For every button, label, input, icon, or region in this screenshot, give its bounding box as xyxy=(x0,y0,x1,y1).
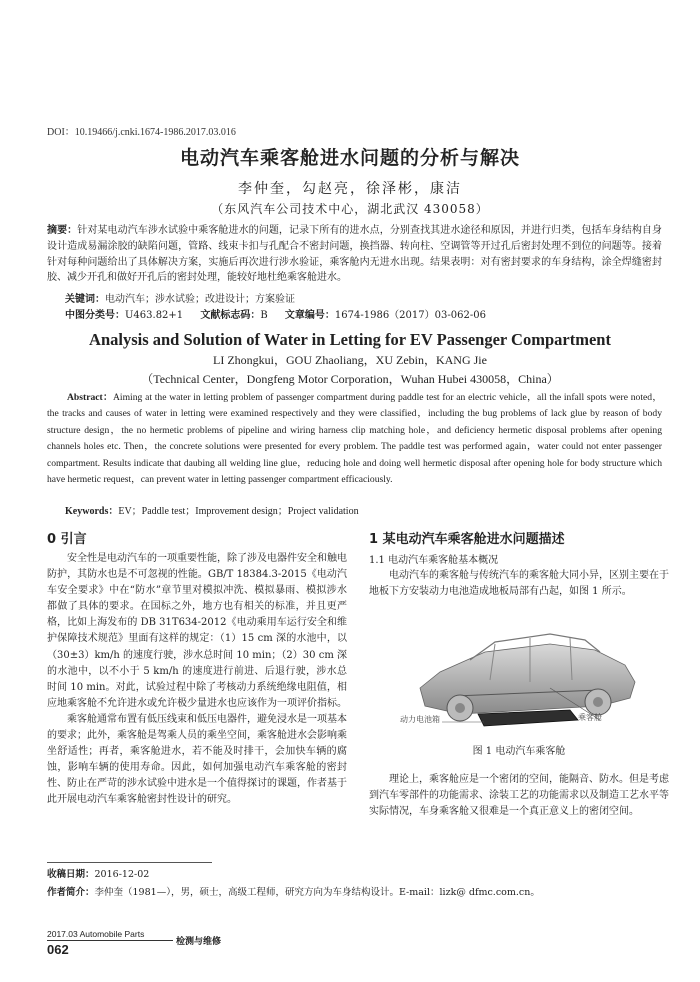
footnote xyxy=(47,866,667,902)
figure-1-caption: 图 1 电动汽车乘客舱 xyxy=(472,746,566,757)
author-bio-label: 作者简介： xyxy=(47,887,95,898)
authors-en: LI Zhongkui，GOU Zhaoliang，XU Zebin，KANG Jie xyxy=(213,353,487,367)
section-1-heading: 1 某电动汽车乘客舱进水问题描述 xyxy=(369,532,565,547)
keywords-en xyxy=(65,502,359,517)
doi: DOI：10.19466/j.cnki.1674-1986.2017.03.016 xyxy=(47,127,236,138)
abstract-cn xyxy=(47,223,662,286)
section-0-paragraph-1: 安全性是电动汽车的一项重要性能，除了涉及电器件安全和触电防护，其防水也是不可忽视的性能。GB/T 18384.3-2015《电动汽车安全要求》中在“防水”章节里对模拟冲洗、模拟暴雨、模拟涉水都做了具体的要求。在国标之外，地方也有相关的标准，并且更严格，比如上海发布的 DB 31T634-2012《电动乘用车运行安全和维护保障技术规范》里面有这样的规定：（1）15 cm 深的水池中，以（30±3）km/h 的速度行驶，涉水总时间 10 min；（2）30 cm 深的水池中，以不小于 5 km/h 的速度进行前进、后退行驶，涉水总时间 10 min。对此，试验过程中除了考核动力系统绝缘电阻值，相应地乘客舱不允许进水或允许极少量进水也应该作为一项评价指标。 xyxy=(47,553,347,709)
keywords-cn-label: 关键词： xyxy=(65,294,105,305)
footer-section: 检测与维修 xyxy=(176,937,222,947)
footer-page-number: 062 xyxy=(47,942,69,957)
num-value: 1674-1986（2017）03-062-06 xyxy=(334,310,486,321)
section-1-paragraph-1: 电动汽车的乘客舱与传统汽车的乘客舱大同小异，区别主要在于地板下方安装动力电池造成地板局部有凸起，如图 1 所示。 xyxy=(369,570,669,598)
right-column-lower xyxy=(369,772,669,820)
footnote-rule xyxy=(47,862,212,863)
figure-1 xyxy=(400,610,645,740)
abstract-cn-text: 针对某电动汽车涉水试验中乘客舱进水的问题，记录下所有的进水点，分别查找其进水途径和原因，并进行归类，包括车身结构自身设计造成易漏涂胶的缺陷问题，管路、线束卡扣与孔配合不密封问题，换挡器、转向柱、空调管等开过孔后密封处理不到位的问题等。接着针对每种问题给出了具体解决方案，实施后再次进行涉水验证，乘客舱内无进水出现。结果表明：对有密封要求的车身结构，涂全焊缝密封胶、减少开孔和做好开孔后的密封处理，能较好地杜绝乘客舱进水。 xyxy=(47,225,662,284)
affiliation-cn: （东风汽车公司技术中心，湖北武汉 430058） xyxy=(211,202,489,216)
author-bio xyxy=(47,884,667,902)
received-label: 收稿日期： xyxy=(47,869,95,880)
cls-label: 中图分类号： xyxy=(65,310,125,321)
affiliation-en: （Technical Center，Dongfeng Motor Corporation，Wuhan Hubei 430058，China） xyxy=(141,372,559,386)
footer-rule xyxy=(47,940,173,941)
abstract-cn-label: 摘要： xyxy=(47,225,78,236)
section-1-1-heading: 1.1 电动汽车乘客舱基本概况 xyxy=(369,555,499,566)
title-en: Analysis and Solution of Water in Letting for EV Passenger Compartment xyxy=(89,330,611,349)
front-wheel-hub xyxy=(455,703,465,713)
keywords-en-label: Keywords： xyxy=(65,506,119,517)
doc-value: B xyxy=(260,310,268,321)
received-date xyxy=(47,866,667,884)
figure-label-cabin: 乘客舱 xyxy=(578,713,602,722)
figure-label-battery: 动力电池箱 xyxy=(400,715,440,724)
doc-label: 文献标志码： xyxy=(200,310,261,321)
abstract-en-label: Abstract： xyxy=(67,392,113,403)
section-1-paragraph-2: 理论上，乘客舱应是一个密闭的空间，能隔音、防水。但是考虑到汽车零部件的功能需求、涂装工艺的功能需求以及制造工艺水平等实际情况，车身乘客舱又很难是一个真正意义上的密闭空间。 xyxy=(369,774,669,818)
right-column xyxy=(369,528,669,600)
abstract-en xyxy=(47,390,662,488)
rear-wheel-hub xyxy=(593,697,603,707)
author-bio-value: 李仲奎（1981—），男，硕士，高级工程师，研究方向为车身结构设计。E-mail：lizk@ dfmc.com.cn。 xyxy=(94,887,540,898)
abstract-en-text: Aiming at the water in letting problem of passenger compartment during paddle test for an electric vehicle，all the infall spots were noted，the tracks and causes of water in letting were examined respectively and they were classified，including the bug problems of lack glue by reason of body structure design，the no hermetic problems of pipeline and wiring harness clip matching hole，and deficiency hermetic disposal problems after opening channels holes etc. Then，the concrete solutions were presented for every problem. The paddle test was performed again，water could not enter passenger compartment. Results indicate that daubing all welding line glue，reducing hole and doing well hermetic disposal after opening hole for body structure which have hermetic request，can prevent water in letting passenger compartment efficaciously. xyxy=(47,392,662,486)
classification-line xyxy=(65,306,500,321)
title-cn: 电动汽车乘客舱进水问题的分析与解决 xyxy=(179,147,520,169)
num-label: 文章编号： xyxy=(284,310,335,321)
cls-value: U463.82+1 xyxy=(125,310,184,321)
keywords-cn-text: 电动汽车；涉水试验；改进设计；方案验证 xyxy=(105,294,295,305)
received-value: 2016-12-02 xyxy=(94,869,150,880)
keywords-cn xyxy=(65,290,295,305)
section-0-heading: 0 引言 xyxy=(47,532,87,547)
footer-journal: 2017.03 Automobile Parts xyxy=(47,929,145,939)
left-column xyxy=(47,528,347,809)
section-0-paragraph-2: 乘客舱通常布置有低压线束和低压电器件，避免浸水是一项基本的要求；此外，乘客舱是驾乘人员的乘坐空间，乘客舱进水会影响乘坐舒适性；再者，乘客舱进水，若不能及时排干，会加快车辆的腐蚀，影响车辆的使用寿命。因此，如何加强电动汽车乘客舱的密封性、防止在严苛的涉水试验中进水是一个值得探讨的课题，作者基于此开展电动汽车乘客舱密封性设计的研究。 xyxy=(47,713,347,806)
keywords-en-text: EV；Paddle test；Improvement design；Project validation xyxy=(118,506,359,517)
authors-cn: 李仲奎，勾赵亮，徐泽彬，康洁 xyxy=(238,181,462,197)
